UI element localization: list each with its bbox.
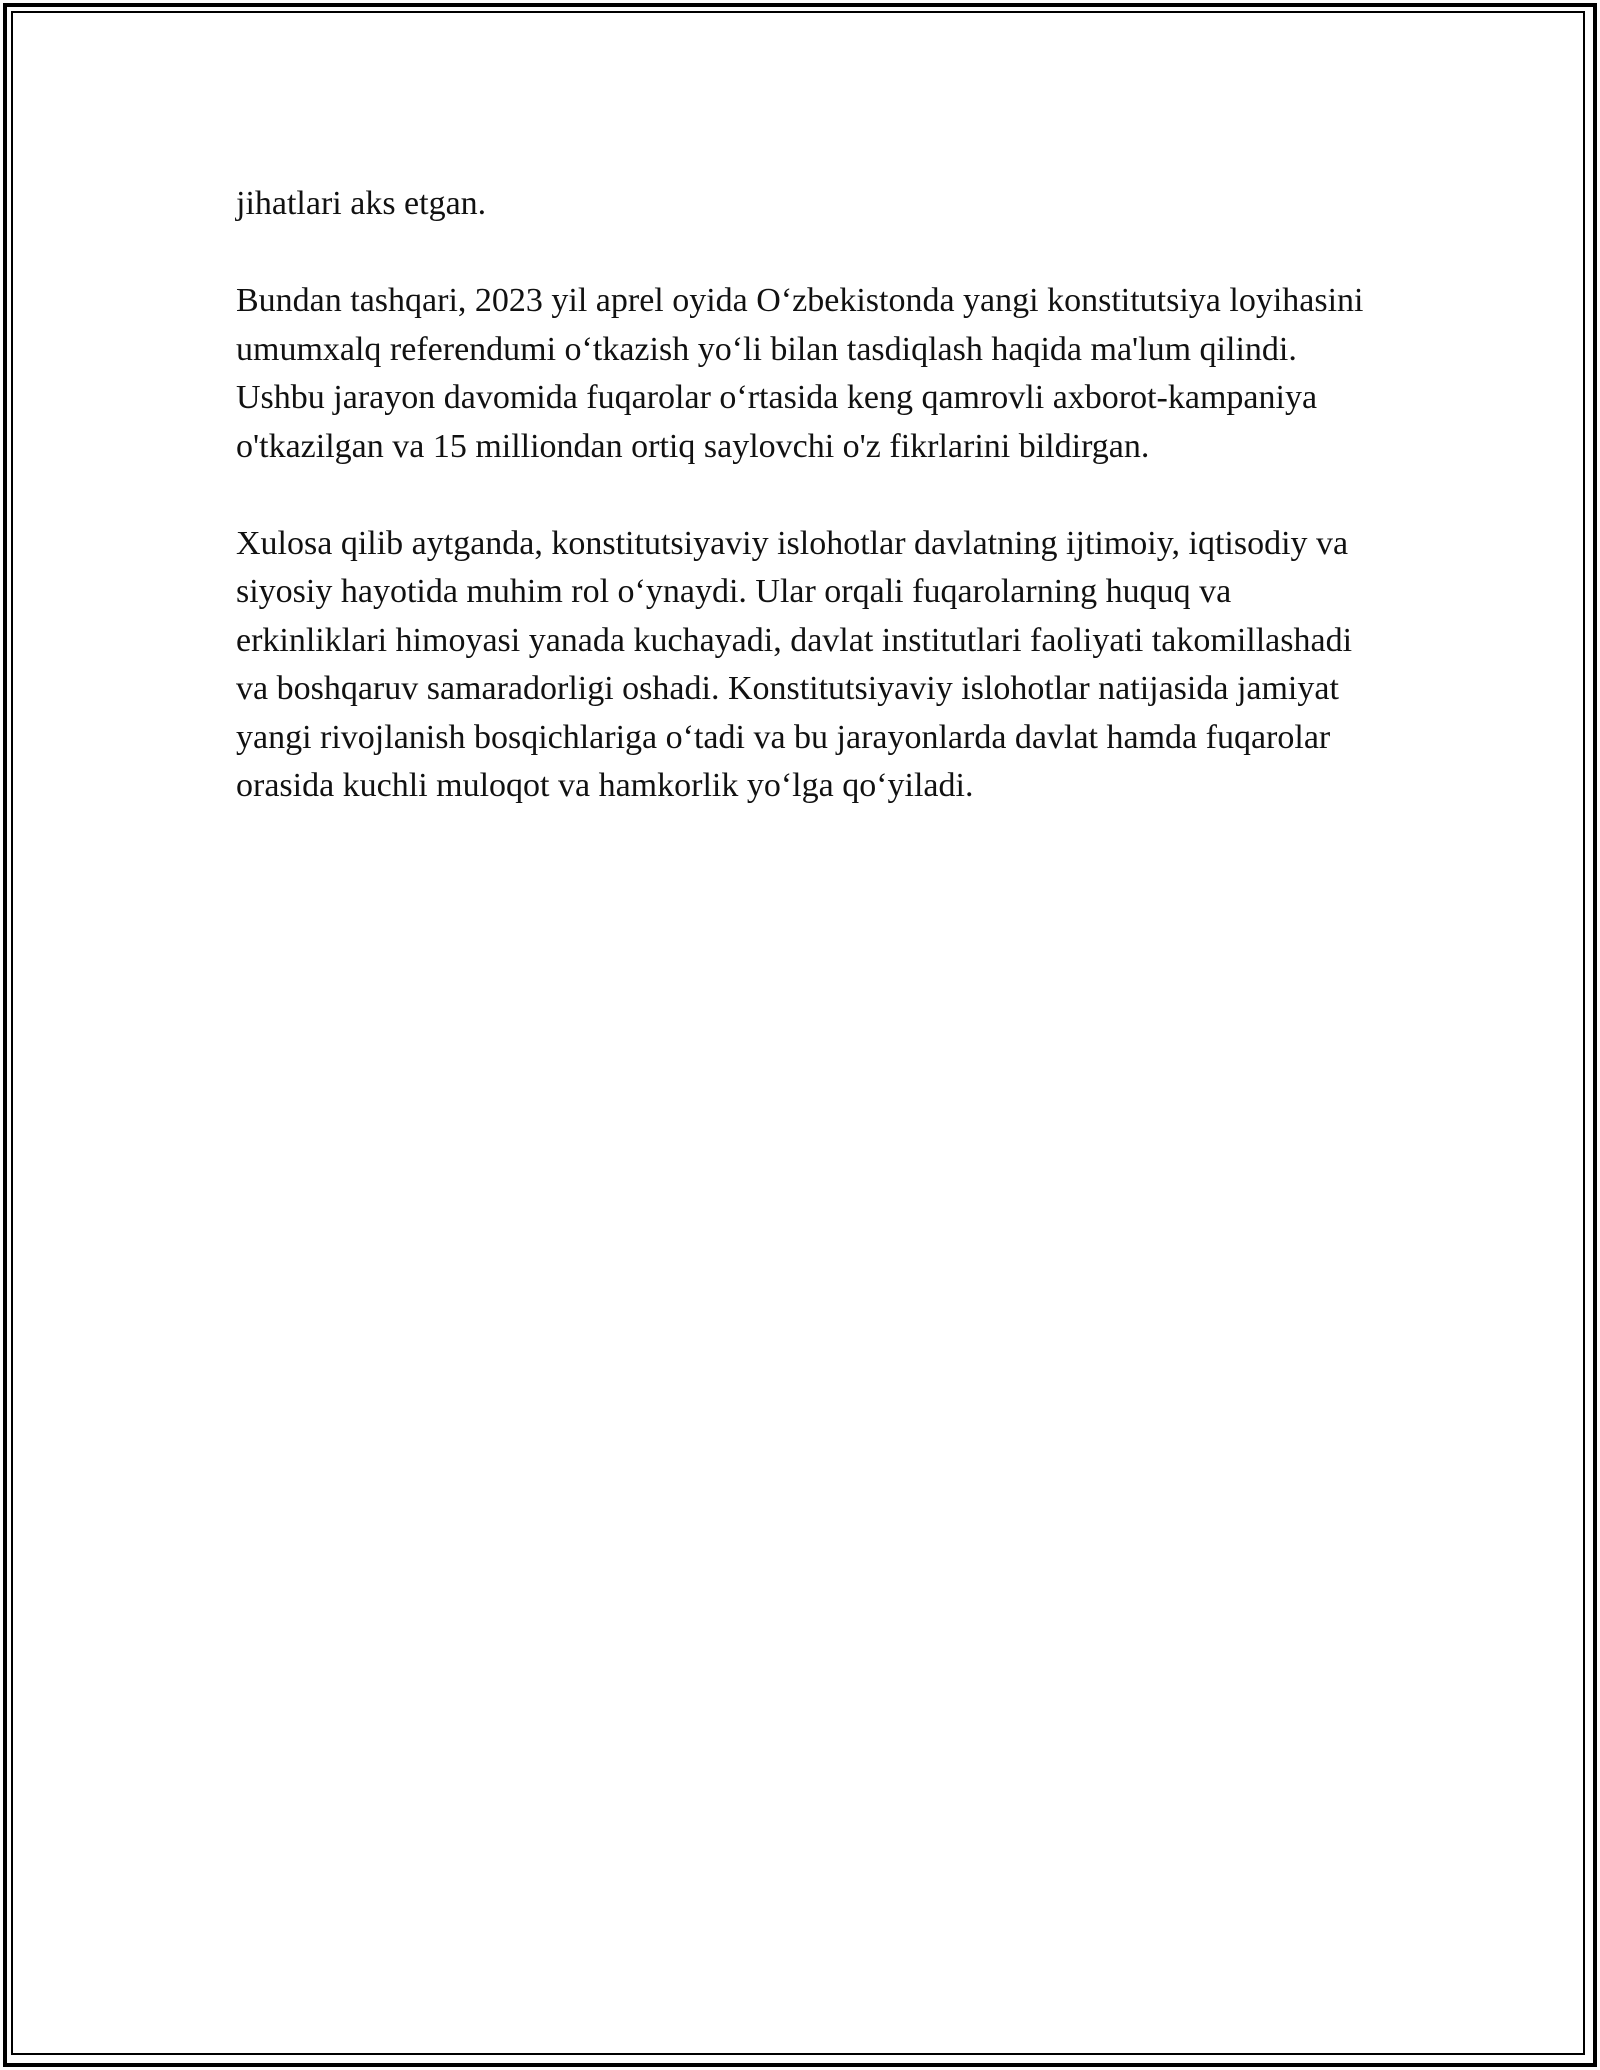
document-body: [236, 180, 1376, 811]
paragraph-referendum: Bundan tashqari, 2023 yil aprel oyida O‘zbekistonda yangi konstitutsiya loyihasini umumxalq referendumi o‘tkazish yo‘li bilan tasdiqlash haqida ma'lum qilindi. Ushbu jarayon davomida fuqarolar o‘rtasida keng qamrovli axborot-kampaniya o'tkazilgan va 15 milliondan ortiq saylovchi o'z fikrlarini bildirgan.: [236, 282, 1364, 465]
paragraph-conclusion: Xulosa qilib aytganda, konstitutsiyaviy islohotlar davlatning ijtimoiy, iqtisodiy va siyosiy hayotida muhim rol o‘ynaydi. Ular orqali fuqarolarning huquq va erkinliklari himoyasi yanada kuchayadi, davlat institutlari faoliyati takomillashadi va boshqaruv samaradorligi oshadi. Konstitutsiyaviy islohotlar natijasida jamiyat yangi rivojlanish bosqichlariga o‘tadi va bu jarayonlarda davlat hamda fuqarolar orasida kuchli muloqot va hamkorlik yo‘lga qo‘yiladi.: [236, 524, 1353, 804]
paragraph-continuation: jihatlari aks etgan.: [236, 185, 487, 222]
